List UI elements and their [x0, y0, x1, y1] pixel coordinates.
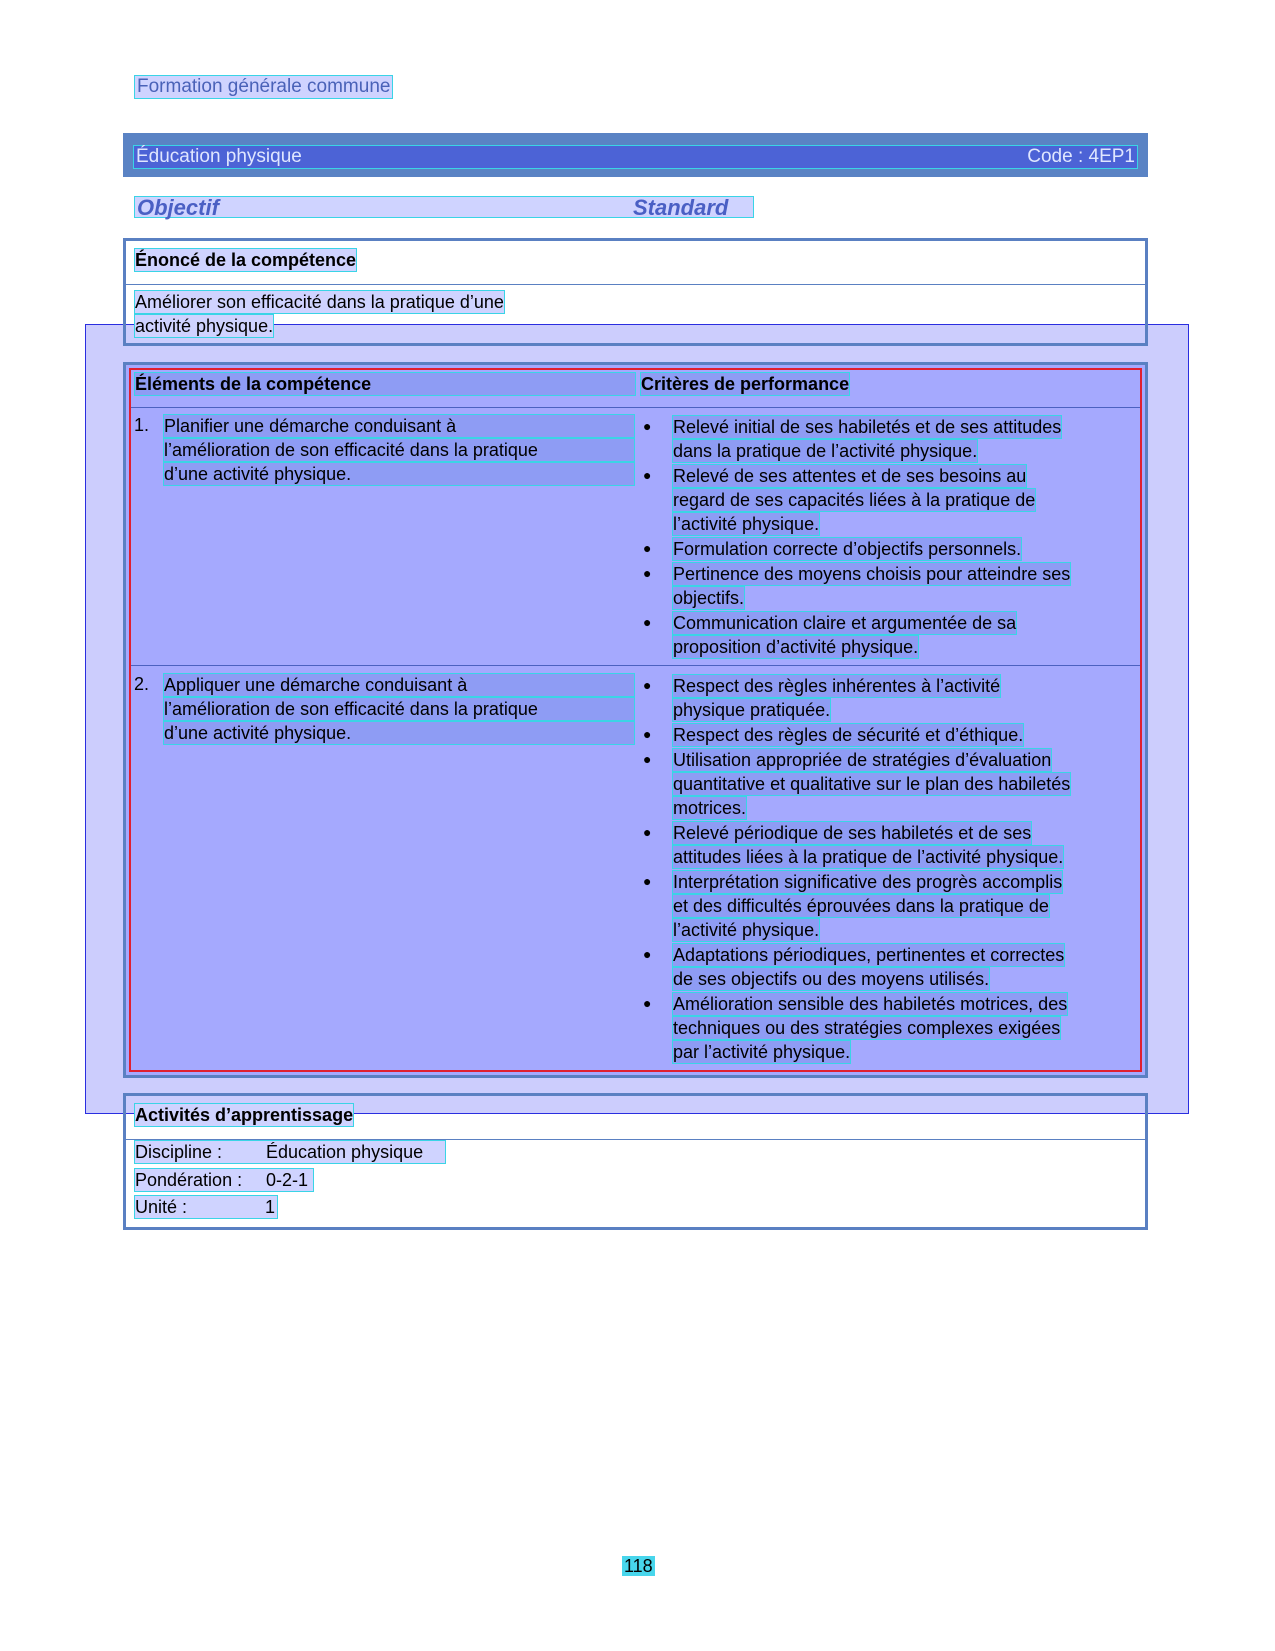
- criterion-line: physique pratiquée.: [673, 700, 831, 720]
- criterion-line: motrices.: [673, 798, 747, 818]
- elements-col1-heading: Éléments de la compétence: [134, 372, 636, 396]
- unite-label: Unité :: [135, 1197, 188, 1217]
- bullet-icon: ●: [643, 726, 652, 742]
- bullet-icon: ●: [643, 873, 652, 889]
- objectif-label: Objectif: [137, 195, 219, 220]
- criterion-line: par l’activité physique.: [673, 1042, 851, 1062]
- discipline-label: Discipline :: [135, 1142, 223, 1162]
- enonce-heading: Énoncé de la compétence: [135, 250, 357, 270]
- activites-heading: Activités d’apprentissage: [135, 1105, 354, 1125]
- criterion-line: attitudes liées à la pratique de l’activité physique.: [673, 847, 1064, 867]
- unite-value: 1: [264, 1197, 275, 1217]
- bullet-icon: ●: [643, 995, 652, 1011]
- elements-col2-heading: Critères de performance: [641, 374, 850, 394]
- page-number: 118: [624, 1556, 653, 1576]
- bullet-icon: ●: [643, 614, 652, 630]
- criterion-line: techniques ou des stratégies complexes exigées: [673, 1018, 1061, 1038]
- course-title: Éducation physique: [136, 146, 302, 167]
- element-number: 2.: [134, 674, 150, 694]
- document-header-label: Formation générale commune: [134, 75, 393, 99]
- course-title-bar: [123, 133, 1148, 177]
- criterion-line: Amélioration sensible des habiletés motrices, des: [673, 994, 1068, 1014]
- ponderation-value: 0-2-1: [266, 1170, 309, 1190]
- criterion-line: Pertinence des moyens choisis pour atteindre ses: [673, 564, 1071, 584]
- bullet-icon: ●: [643, 467, 652, 483]
- element-1-line-2: l’amélioration de son efficacité dans la pratique: [163, 438, 635, 462]
- criterion-line: Interprétation significative des progrès accomplis: [673, 872, 1063, 892]
- criterion-line: Respect des règles de sécurité et d’éthique.: [673, 725, 1024, 745]
- bullet-icon: ●: [643, 540, 652, 556]
- criterion-line: l’activité physique.: [673, 920, 820, 940]
- element-2-line-2: l’amélioration de son efficacité dans la pratique: [163, 697, 635, 721]
- unite-row: [134, 1195, 278, 1219]
- element-2-line-1: Appliquer une démarche conduisant à: [163, 673, 635, 697]
- criterion-line: Formulation correcte d’objectifs personnels.: [673, 539, 1022, 559]
- element-1-line-1: Planifier une démarche conduisant à: [163, 414, 635, 438]
- standard-label: Standard: [633, 195, 729, 220]
- bullet-icon: ●: [643, 418, 652, 434]
- course-code: Code : 4EP1: [1027, 146, 1135, 167]
- objectif-standard-row: [134, 196, 754, 218]
- discipline-row: [134, 1140, 446, 1164]
- bullet-icon: ●: [643, 824, 652, 840]
- criterion-line: quantitative et qualitative sur le plan des habiletés: [673, 774, 1071, 794]
- criterion-line: Relevé de ses attentes et de ses besoins au: [673, 466, 1027, 486]
- bullet-icon: ●: [643, 751, 652, 767]
- bullet-icon: ●: [643, 946, 652, 962]
- element-2-line-3: d’une activité physique.: [163, 721, 635, 745]
- criterion-line: Relevé périodique de ses habiletés et de ses: [673, 823, 1032, 843]
- element-number: 1.: [134, 415, 150, 435]
- bullet-icon: ●: [643, 677, 652, 693]
- ponderation-row: [134, 1168, 314, 1192]
- enonce-line-1: Améliorer son efficacité dans la pratique d’une: [135, 292, 504, 312]
- enonce-line-2: activité physique.: [135, 316, 274, 336]
- criterion-line: l’activité physique.: [673, 514, 820, 534]
- criterion-line: Communication claire et argumentée de sa: [673, 613, 1017, 633]
- criterion-line: Respect des règles inhérentes à l’activité: [673, 676, 1001, 696]
- criterion-line: de ses objectifs ou des moyens utilisés.: [673, 969, 990, 989]
- criterion-line: dans la pratique de l’activité physique.: [673, 441, 978, 461]
- element-1-line-3: d’une activité physique.: [163, 462, 635, 486]
- discipline-value: Éducation physique: [266, 1142, 424, 1162]
- criterion-line: proposition d’activité physique.: [673, 637, 919, 657]
- bullet-icon: ●: [643, 565, 652, 581]
- criterion-line: Adaptations périodiques, pertinentes et correctes: [673, 945, 1065, 965]
- ponderation-label: Pondération :: [135, 1170, 243, 1190]
- criterion-line: et des difficultés éprouvées dans la pratique de: [673, 896, 1049, 916]
- criterion-line: Relevé initial de ses habiletés et de ses attitudes: [673, 417, 1062, 437]
- criterion-line: regard de ses capacités liées à la pratique de: [673, 490, 1036, 510]
- criterion-line: Utilisation appropriée de stratégies d’évaluation: [673, 750, 1052, 770]
- criterion-line: objectifs.: [673, 588, 745, 608]
